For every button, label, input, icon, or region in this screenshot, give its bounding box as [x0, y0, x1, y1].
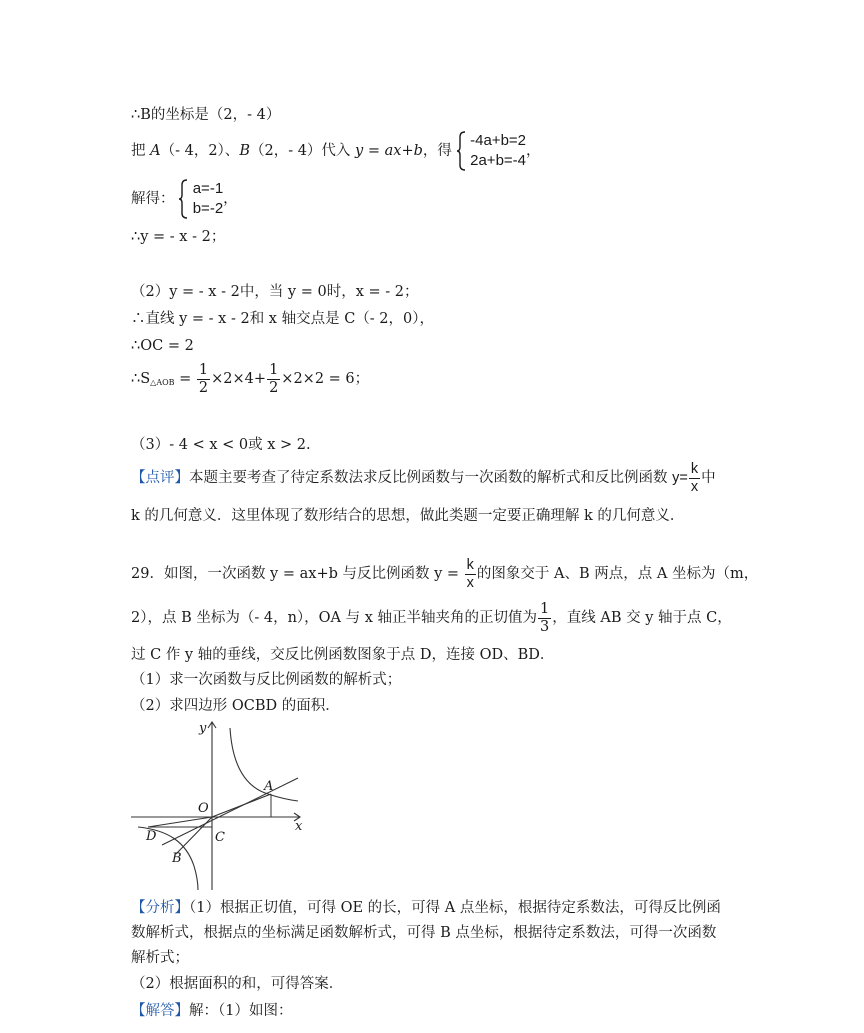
- solution-line-substitute: 把 A（- 4，2）、B（2，- 4）代入 y = ax+b，得 -4a+b=2 2a+b=-4 ，: [131, 132, 541, 169]
- solution-line-solve: 解得： a=-1 b=-2 ，: [131, 180, 238, 217]
- fraction: $\frac{1}{2}$: [269, 361, 279, 396]
- comment-line-2: k 的几何意义．这里体现了数形结合的思想，做此类题一定要正确理解 k 的几何意义．: [131, 508, 685, 524]
- question-29-line-3: 过 C 作 y 轴的垂线，交反比例函数图象于点 D，连接 OD、BD．: [131, 647, 555, 663]
- solution-line-b-coordinates: ∴B的坐标是（2，- 4）: [131, 107, 281, 123]
- comment-tag: 【点评】: [131, 470, 189, 486]
- label-o: O: [198, 801, 209, 816]
- solution-line-part3: （3）- 4 < x < 0或 x > 2.: [131, 437, 311, 453]
- solution-line-intersection: ∴直线 y = - x - 2和 x 轴交点是 C（- 2，0），: [131, 311, 435, 327]
- solution-line-area: $\therefore S_{\triangle AOB}$ = $\frac{1}{2}$ ×2×4+ $\frac{1}{2}$ ×2×2 = 6；: [131, 361, 370, 396]
- solution-line-oc: ∴OC = 2: [131, 338, 194, 354]
- question-29-line-1: 29．如图，一次函数 y = ax+b 与反比例函数 y = $\frac{k}{x}$ 的图象交于 A、B 两点，点 A 坐标为（m，: [131, 556, 759, 591]
- question-29-part-1: （1）求一次函数与反比例函数的解析式；: [131, 672, 402, 688]
- equation-system: -4a+b=2 2a+b=-4: [470, 132, 527, 169]
- analysis-line-4: （2）根据面积的和，可得答案．: [131, 976, 344, 992]
- label-d: D: [146, 829, 157, 844]
- fraction: $\frac{1}{2}$: [198, 361, 209, 396]
- label-x: x: [295, 819, 303, 834]
- question-29-part-2: （2）求四边形 OCBD 的面积．: [131, 698, 340, 714]
- question-29-line-2: 2），点 B 坐标为（- 4，n），OA 与 x 轴正半轴夹角的正切值为 $\frac{1}{3}$ ，直线 AB 交 y 轴于点 C，: [131, 600, 732, 635]
- analysis-line-2: 数解析式，根据点的坐标满足函数解析式，可得 B 点坐标，根据待定系数法，可得一次函数: [131, 925, 717, 941]
- analysis-tag: 【分析】: [131, 900, 189, 916]
- solution-line-part2-intro: （2）y = - x - 2中，当 y = 0时，x = - 2；: [131, 284, 419, 300]
- left-brace-icon: [457, 131, 466, 171]
- function-graph-figure: [128, 716, 313, 892]
- comment-line: 【点评】本题主要考查了待定系数法求反比例函数与一次函数的解析式和反比例函数 y= $\frac{k}{x}$ 中: [131, 460, 716, 495]
- fraction: $\frac{1}{3}$: [540, 600, 550, 635]
- answer-tag: 【解答】: [131, 1003, 189, 1019]
- left-brace-icon: [179, 179, 188, 219]
- segment-oa: [212, 794, 271, 817]
- fraction: $\frac{k}{x}$: [466, 556, 474, 591]
- label-b: B: [172, 851, 182, 866]
- analysis-line-1: 【分析】（1）根据正切值，可得 OE 的长，可得 A 点坐标，根据待定系数法，可得反比例函: [131, 900, 721, 916]
- answer-line: 【解答】解：（1）如图：: [131, 1003, 293, 1019]
- solution-system: a=-1 b=-2: [192, 180, 224, 217]
- axes: [131, 722, 300, 890]
- label-y: y: [199, 721, 207, 736]
- solution-line-function: ∴y = - x - 2；: [131, 229, 226, 245]
- analysis-line-3: 解析式；: [131, 950, 189, 966]
- label-a: A: [264, 779, 274, 794]
- label-c: C: [215, 830, 225, 845]
- line-ab: [162, 778, 298, 845]
- fraction: $\frac{k}{x}$: [690, 460, 699, 495]
